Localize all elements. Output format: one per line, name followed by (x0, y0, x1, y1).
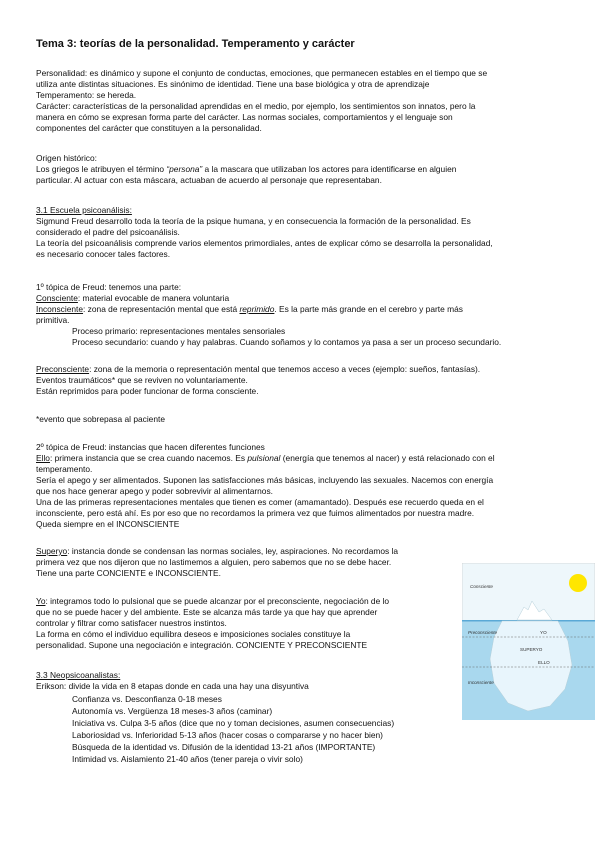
freud-line-1: Sigmund Freud desarrollo toda la teoría de la psique humana, y en consecuencia la formación de la personalidad. Es (36, 216, 471, 226)
preconsciente-definition: : zona de la memoria o representación mental que tenemos acceso a veces (ejemplo: sueños, fantasías). (89, 364, 481, 374)
ello-definition: : primera instancia que se crea cuando nacemos. Es (49, 453, 248, 463)
ello-line-5: Una de las primeras representaciones mentales que tienen es comer (amamantado). Después ese recuerdo queda en el (36, 497, 484, 507)
label-preconsciente: Preconsciente (468, 630, 498, 635)
label-ello: ELLO (538, 660, 550, 665)
origen-text-2: a la mascara que utilizaban los actores para identificarse en alguien (202, 164, 457, 174)
proceso-secundario: Proceso secundario: cuando y hay palabras. Cuando soñamos y lo contamos ya pasa a ser un proceso secundario. (72, 337, 502, 347)
yo-line-5: personalidad. Supone una negociación e integración. CONCIENTE Y PRECONSCIENTE (36, 640, 368, 650)
preconsciente-term: Preconsciente (36, 364, 90, 374)
freud-line-2: considerado el padre del psicoanálisis. (36, 227, 180, 237)
inconsciente-definition: : zona de representación mental que está (83, 304, 240, 314)
iceberg-diagram (462, 563, 595, 720)
ello-line-2: temperamento. (36, 464, 93, 474)
etapa-item: Laboriosidad vs. Inferioridad 5-13 años (hacer cosas o compararse y no hacer bien) (72, 730, 383, 740)
section-3-1-heading: 3.1 Escuela psicoanálisis: (36, 205, 132, 215)
pulsional-term: pulsional (247, 453, 281, 463)
erikson-line: Erikson: divide la vida en 8 etapas donde en cada una hay una disyuntiva (36, 681, 309, 691)
personalidad-line-2: utiliza ante distintas situaciones. Es sinónimo de identidad. Tiene una base biológica y otra de aprendizaje (36, 79, 430, 89)
origen-line-2: particular. Al actuar con esta máscara, actuaban de acuerdo al personaje que representaban. (36, 175, 382, 185)
caracter-line-1: Carácter: características de la personalidad aprendidas en el medio, por ejemplo, los sentimientos son innatos, pero la (36, 101, 476, 111)
page-title: Tema 3: teorías de la personalidad. Temperamento y carácter (36, 38, 355, 50)
reprimido-term: reprimido (239, 304, 275, 314)
topica-1-heading: 1º tópica de Freud: tenemos una parte: (36, 282, 182, 292)
personalidad-line-1: Personalidad: es dinámico y supone el conjunto de conductas, emociones, que permanecen estables en el tiempo que se (36, 68, 488, 78)
ello-line-3: Sería el apego y ser alimentados. Suponen las satisfacciones más básicas, incluyendo las sexuales. Nacemos con energía (36, 475, 494, 485)
inconsciente-definition-2: . Es la parte más grande en el cerebro y parte más (274, 304, 463, 314)
ello-line-1 (36, 453, 495, 464)
consciente-definition: : material evocable de manera voluntaria (77, 293, 230, 303)
consciente-line (36, 293, 229, 304)
footnote-evento: *evento que sobrepasa al paciente (36, 414, 165, 424)
section-3-3-heading: 3.3 Neopsicoanalistas: (36, 670, 121, 680)
origen-line-1 (36, 164, 456, 175)
topica-2-heading: 2º tópica de Freud: instancias que hacen diferentes funciones (36, 442, 265, 452)
caracter-line-2: manera en cómo se expresan forma parte del carácter. Las normas sociales, comportamientos y el lenguaje son (36, 112, 453, 122)
caracter-line-3: componentes del carácter que constituyen a la personalidad. (36, 123, 262, 133)
superyo-line-3: Tiene una parte CONCIENTE e INCONSCIENTE. (36, 568, 221, 578)
yo-line-2: que no se puede hacer y del ambiente. Este se alcanza más tarde ya que hay que aprender (36, 607, 378, 617)
etapa-item: Iniciativa vs. Culpa 3-5 años (dice que no y toman decisiones, asumen consecuencias) (72, 718, 395, 728)
inconsciente-line-2: primitiva. (36, 315, 70, 325)
origen-heading: Origen histórico: (36, 153, 97, 163)
persona-term: “persona” (166, 164, 203, 174)
label-consciente: Consciente (470, 584, 493, 589)
yo-line-3: controlar y filtrar como satisfacer nuestros instintos. (36, 618, 227, 628)
sun-icon (569, 574, 587, 592)
inconsciente-line-1 (36, 304, 463, 315)
yo-term: Yo (36, 596, 46, 606)
psicoanalisis-line-2: es necesario conocer tales factores. (36, 249, 171, 259)
yo-line-4: La forma en cómo el individuo equilibra deseos e imposiciones sociales constituye la (36, 629, 351, 639)
consciente-term: Consciente (36, 293, 78, 303)
temperamento-line: Temperamento: se hereda. (36, 90, 137, 100)
psicoanalisis-line-1: La teoría del psicoanálisis comprende varios elementos primordiales, antes de explicar cómo se desarrolla la personalidad, (36, 238, 493, 248)
ello-term: Ello (36, 453, 50, 463)
superyo-line-2: primera vez que nos dijeron que no lastimemos a alguien, pero sabemos que no se debe hacer. (36, 557, 392, 567)
preconsciente-line (36, 364, 480, 375)
ello-line-6: inconsciente, pero está ahí. Es por eso que no recordamos la primera vez que fuimos alimentados por nuestra madre. (36, 508, 475, 518)
inconsciente-term: Inconsciente (36, 304, 84, 314)
superyo-definition: : instancia donde se condensan las normas sociales, ley, aspiraciones. No recordamos la (67, 546, 399, 556)
proceso-primario: Proceso primario: representaciones mentales sensoriales (72, 326, 286, 336)
label-inconsciente: Inconsciente (468, 680, 494, 685)
yo-line-1 (36, 596, 389, 607)
superyo-line-1 (36, 546, 398, 557)
superyo-term: Superyo (36, 546, 68, 556)
ello-line-4: que nos hace generar apego y poder sobrevivir al alimentarnos. (36, 486, 273, 496)
yo-definition: : integramos todo lo pulsional que se puede alcanzar por el preconsciente, negociación de lo (45, 596, 390, 606)
ello-line-7: Queda siempre en el INCONSCIENTE (36, 519, 180, 529)
ello-definition-2: (energía que tenemos al nacer) y está relacionado con el (280, 453, 495, 463)
etapa-item: Intimidad vs. Aislamiento 21-40 años (tener pareja o vivir solo) (72, 754, 303, 764)
etapa-item: Autonomía vs. Vergüenza 18 meses-3 años (caminar) (72, 706, 273, 716)
label-superyo: SUPERYO (520, 647, 543, 652)
label-yo: YO (540, 630, 547, 635)
etapa-item: Búsqueda de la identidad vs. Difusión de la identidad 13-21 años (IMPORTANTE) (72, 742, 376, 752)
etapa-item: Confianza vs. Desconfianza 0-18 meses (72, 694, 222, 704)
reprimidos-line: Están reprimidos para poder funcionar de forma consciente. (36, 386, 259, 396)
origen-text: Los griegos le atribuyen el término (36, 164, 167, 174)
eventos-line: Eventos traumáticos* que se reviven no voluntariamente. (36, 375, 248, 385)
